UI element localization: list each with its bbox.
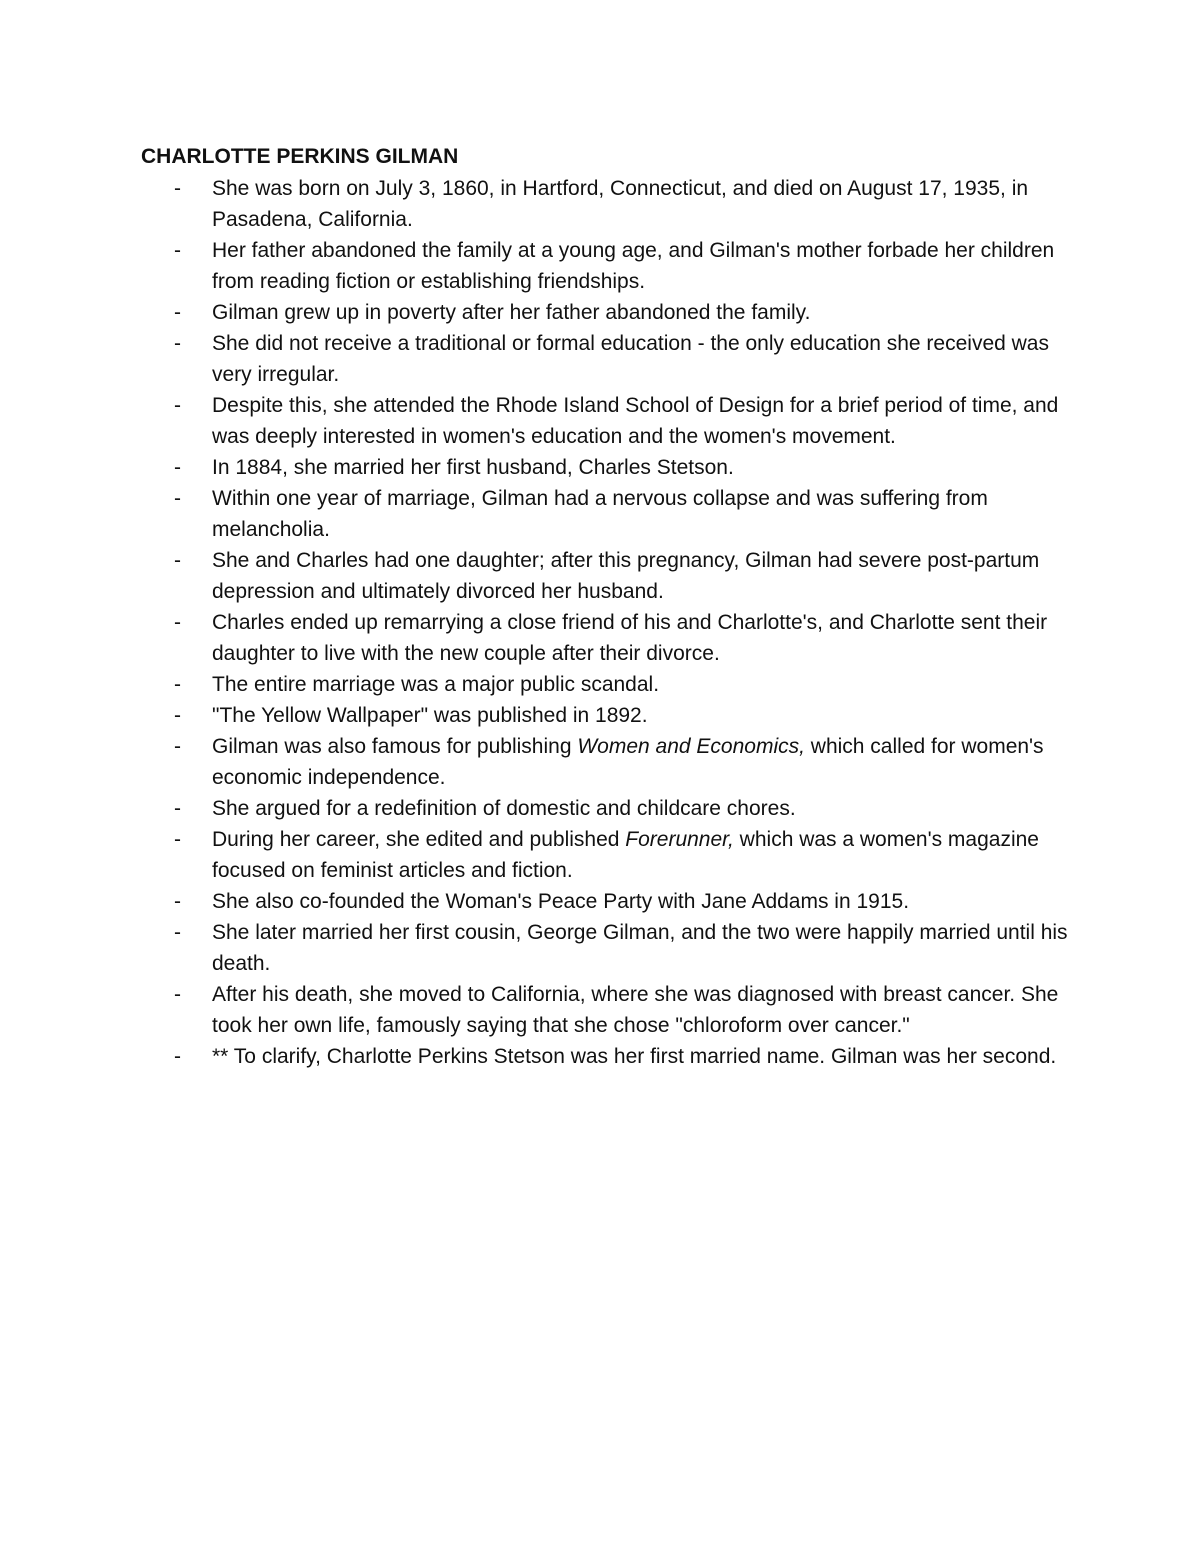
bullet-marker: - — [174, 611, 181, 634]
bullet-text: She was born on July 3, 1860, in Hartford, Connecticut, and died on August 17, 1935, in Pasadena, California. — [212, 177, 1029, 231]
bullet-text: "The Yellow Wallpaper" was published in 1892. — [212, 704, 648, 727]
list-item — [141, 390, 1071, 452]
list-item — [141, 917, 1071, 979]
list-item — [141, 297, 1071, 328]
bullet-text: She and Charles had one daughter; after this pregnancy, Gilman had severe post-partum depression and ultimately divorced her husband. — [212, 549, 1040, 603]
bullet-marker: - — [174, 177, 181, 200]
document-title: CHARLOTTE PERKINS GILMAN — [141, 145, 459, 168]
bullet-marker: - — [174, 456, 181, 479]
text-run: Gilman was also famous for publishing — [212, 735, 578, 758]
bullet-marker: - — [174, 828, 181, 851]
bullet-text: She also co-founded the Woman's Peace Party with Jane Addams in 1915. — [212, 890, 910, 913]
bullet-text: The entire marriage was a major public scandal. — [212, 673, 660, 696]
bullet-text: Despite this, she attended the Rhode Island School of Design for a brief period of time, and was deeply interested in women's education and the women's movement. — [212, 394, 1059, 448]
bullet-text: Gilman grew up in poverty after her father abandoned the family. — [212, 301, 811, 324]
bullet-marker: - — [174, 983, 181, 1006]
list-item — [141, 545, 1071, 607]
text-run: which called for women's economic independence. — [212, 735, 1044, 789]
bullet-text: After his death, she moved to California, where she was diagnosed with breast cancer. She took her own life, famously saying that she chose "chloroform over cancer." — [212, 983, 1059, 1037]
bullet-marker: - — [174, 704, 181, 727]
bullet-marker: - — [174, 1045, 181, 1068]
bullet-text — [212, 735, 1044, 789]
list-item — [141, 235, 1071, 297]
bullet-marker: - — [174, 921, 181, 944]
list-item — [141, 824, 1071, 886]
bullet-marker: - — [174, 332, 181, 355]
list-item — [141, 979, 1071, 1041]
list-item — [141, 700, 1071, 731]
list-item — [141, 669, 1071, 700]
list-item — [141, 483, 1071, 545]
bullet-text: Within one year of marriage, Gilman had a nervous collapse and was suffering from melancholia. — [212, 487, 988, 541]
bullet-marker: - — [174, 673, 181, 696]
bullet-marker: - — [174, 890, 181, 913]
bullet-marker: - — [174, 797, 181, 820]
bullet-marker: - — [174, 735, 181, 758]
list-item — [141, 452, 1071, 483]
bullet-marker: - — [174, 301, 181, 324]
bullet-marker: - — [174, 487, 181, 510]
list-item — [141, 886, 1071, 917]
bullet-text: Her father abandoned the family at a young age, and Gilman's mother forbade her children from reading fiction or establishing friendships. — [212, 239, 1055, 293]
book-title: Women and Economics, — [577, 735, 805, 758]
bullet-marker: - — [174, 549, 181, 572]
list-item — [141, 731, 1071, 793]
bullet-text: She did not receive a traditional or formal education - the only education she received was very irregular. — [212, 332, 1049, 386]
bullet-text: She later married her first cousin, George Gilman, and the two were happily married until his death. — [212, 921, 1068, 975]
bullet-marker: - — [174, 394, 181, 417]
list-item — [141, 173, 1071, 235]
list-item — [141, 1041, 1071, 1072]
magazine-title: Forerunner, — [625, 828, 734, 851]
bullet-text: ** To clarify, Charlotte Perkins Stetson was her first married name. Gilman was her second. — [212, 1045, 1057, 1068]
text-run: During her career, she edited and published — [212, 828, 626, 851]
bullet-text: She argued for a redefinition of domestic and childcare chores. — [212, 797, 796, 820]
bullet-text: In 1884, she married her first husband, Charles Stetson. — [212, 456, 734, 479]
list-item — [141, 328, 1071, 390]
bullet-text — [212, 828, 1039, 882]
text-run: which was a women's magazine focused on feminist articles and fiction. — [212, 828, 1039, 882]
bullet-list — [141, 173, 1071, 1072]
list-item — [141, 607, 1071, 669]
list-item — [141, 793, 1071, 824]
bullet-text: Charles ended up remarrying a close friend of his and Charlotte's, and Charlotte sent their daughter to live with the new couple after their divorce. — [212, 611, 1048, 665]
bullet-marker: - — [174, 239, 181, 262]
